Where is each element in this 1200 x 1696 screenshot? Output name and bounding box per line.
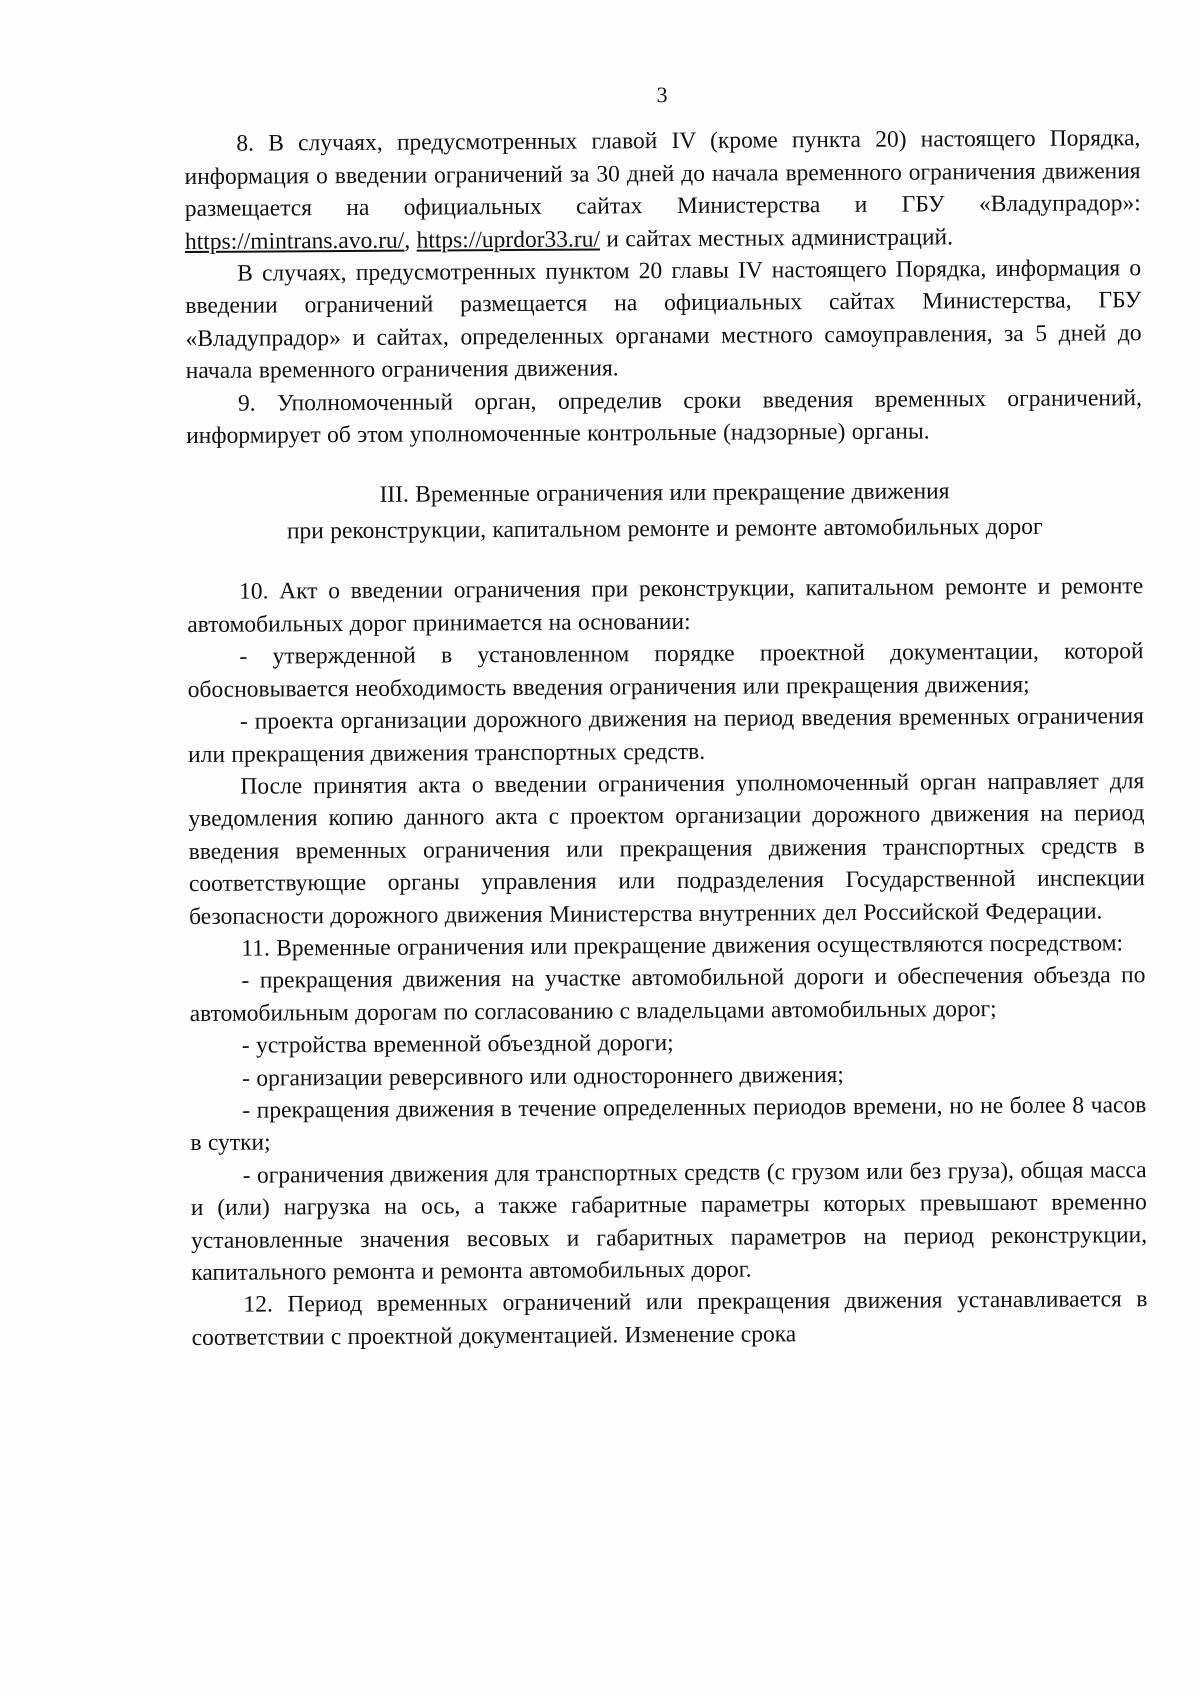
page-number: 3 [656,82,668,108]
section-3-heading-line1: III. Временные ограничения или прекращение движения [379,478,950,509]
paragraph-11-item-5: - ограничения движения для транспортных средств (с грузом или без груза), общая масса и (или) нагрузка на ось, а также габаритные параметры которых превышают временно установленные значения весовых и габаритных параметров на период реконструкции, капитального ремонта и ремонта автомобильных дорог. [190,1156,1148,1286]
paragraph-12: 12. Период временных ограничений или прекращения движения устанавливается в соответствии с проектной документацией. Изменение срока [191,1286,1148,1351]
paragraph-9: 9. Уполномоченный орган, определив сроки введения временных ограничений, информирует об этом уполномоченные контрольные (надзорные) органы. [186,384,1143,450]
paragraph-11-item-3: - организации реверсивного или одностороннего движения; [242,1061,844,1092]
paragraph-10-item-1: - утвержденной в установленном порядке проектной документации, которой обосновывается необходимость введения ограничения или прекращения движения; [187,638,1144,703]
paragraph-10-item-2: - проекта организации дорожного движения на период введения временных ограничения или прекращения движения транспортных средств. [188,703,1144,768]
paragraph-8-text: 8. В случаях, предусмотренных главой IV (кроме пункта 20) настоящего Порядка, информация о введении ограничений за 30 дней до начала временного ограничения движения размещается на официальных сайтах Министерства и ГБУ «Владупрадор»: [184,125,1141,223]
paragraph-8-tail: и сайтах местных администраций. [599,223,954,253]
document-body [184,76,1148,1354]
paragraph-11-item-4: - прекращения движения в течение определенных периодов времени, но не более 8 часов в сутки; [190,1092,1147,1157]
paragraph-11-item-1: - прекращения движения на участке автомобильной дороги и обеспечения объезда по автомобильным дорогам по согласованию с владельцами автомобильных дорог; [189,962,1146,1027]
section-3-heading-line2: при реконструкции, капитальном ремонте и ремонте автомобильных дорог [286,514,1043,545]
paragraph-10-notice: После принятия акта о введении ограничения уполномоченный орган направляет для уведомления копию данного акта с проектом организации дорожного движения на период введения временных ограничения или прекращения движения транспортных средств в соответствующие органы управления или подразделения Государственной инспекции безопасности дорожного движения Министерства внутренних дел Российской Федерации. [188,768,1145,930]
paragraph-11: 11. Временные ограничения или прекращение движения осуществляются посредством: [241,930,1124,962]
paragraph-10: 10. Акт о введении ограничения при реконструкции, капитальном ремонте и ремонте автомобильных дорог принимается на основании: [187,573,1144,638]
link-mintrans[interactable]: https://mintrans.avo.ru/ [184,227,405,255]
section-3-heading [186,473,1142,551]
paragraph-8 [184,123,1141,258]
link-uprdor33[interactable]: https://uprdor33.ru/ [416,226,601,254]
link-separator: , [404,227,417,254]
paragraph-8-second: В случаях, предусмотренных пунктом 20 главы IV настоящего Порядка, информация о введении ограничений размещается на официальных сайтах Министерства, ГБУ «Владупрадор» и сайтах, определенных органами местного самоуправления, за 5 дней до начала временного ограничения движения. [185,255,1142,385]
paragraph-11-item-2: - устройства временной объездной дороги; [241,1030,674,1059]
